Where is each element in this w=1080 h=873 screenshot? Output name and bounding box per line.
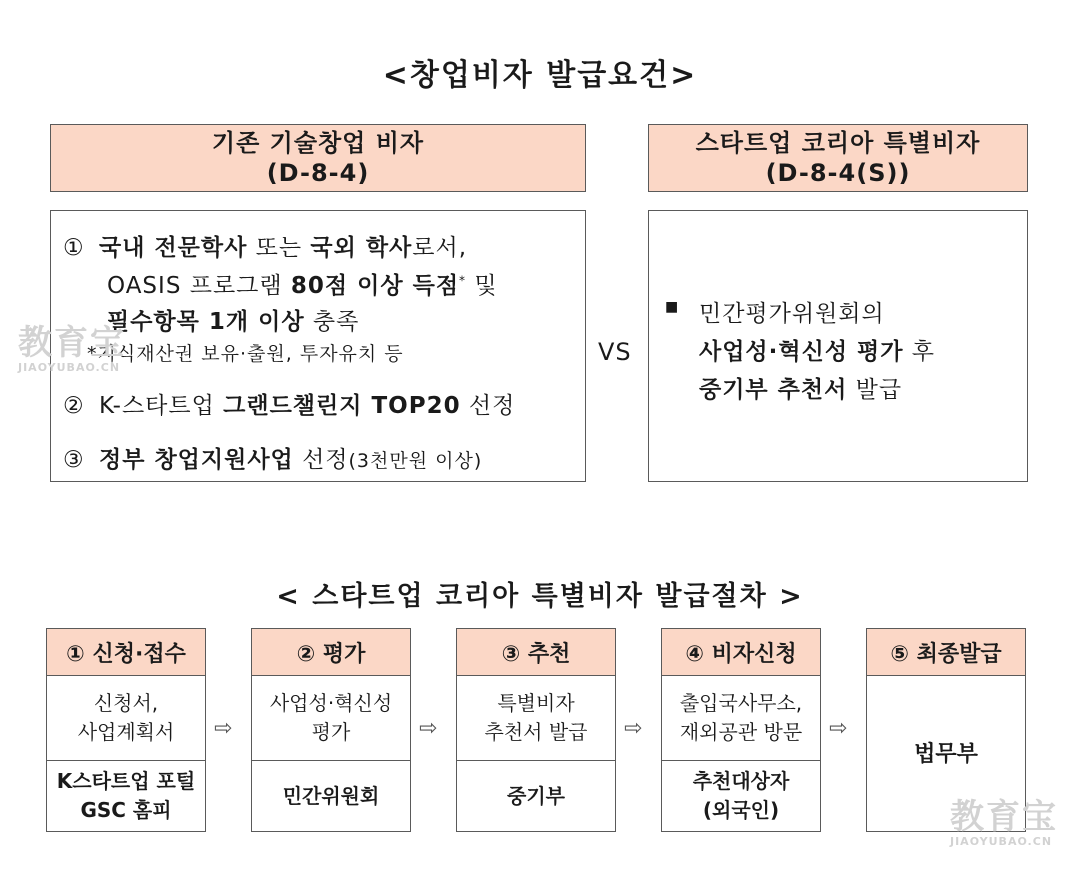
watermark-logo: 教育宝 JIAOYUBAO.CN bbox=[18, 323, 126, 374]
existing-visa-requirements bbox=[50, 210, 586, 482]
watermark-logo: 教育宝 JIAOYUBAO.CN bbox=[950, 797, 1058, 848]
requirement-3: ③ 정부 창업지원사업 선정(3천만원 이상) bbox=[63, 447, 483, 473]
existing-visa-header bbox=[50, 124, 586, 192]
step-3 bbox=[456, 628, 616, 832]
requirement-2: ② K-스타트업 그랜드챌린지 TOP20 선정 bbox=[63, 393, 516, 419]
bullet-icon: ■ bbox=[665, 299, 680, 315]
step-2 bbox=[251, 628, 411, 832]
step-2-desc: 사업성·혁신성 평가 bbox=[252, 676, 410, 761]
special-req-line1: 민간평가위원회의 bbox=[699, 301, 885, 327]
step-3-agent: 중기부 bbox=[507, 783, 565, 808]
vs-label: VS bbox=[598, 338, 632, 366]
page-title: <창업비자 발급요건> bbox=[382, 58, 698, 93]
existing-visa-name: 기존 기술창업 비자 bbox=[211, 129, 425, 157]
step-1 bbox=[46, 628, 206, 832]
step-5-agent: 법무부 bbox=[914, 741, 978, 767]
step-2-header: ② 평가 bbox=[252, 629, 410, 676]
special-req-line2: 사업성·혁신성 평가 후 bbox=[699, 339, 936, 365]
arrow-icon: ⇨ bbox=[419, 716, 438, 741]
step-1-header: ① 신청·접수 bbox=[47, 629, 205, 676]
step-2-agent: 민간위원회 bbox=[282, 783, 380, 808]
step-1-desc: 신청서, 사업계획서 bbox=[47, 676, 205, 761]
special-visa-requirements bbox=[648, 210, 1028, 482]
step-4-header: ④ 비자신청 bbox=[662, 629, 820, 676]
step-4 bbox=[661, 628, 821, 832]
step-3-desc: 특별비자 추천서 발급 bbox=[457, 676, 615, 761]
arrow-icon: ⇨ bbox=[214, 716, 233, 741]
special-visa-header bbox=[648, 124, 1028, 192]
step-3-header: ③ 추천 bbox=[457, 629, 615, 676]
arrow-icon: ⇨ bbox=[829, 716, 848, 741]
requirement-1: ① 국내 전문학사 또는 국외 학사로서, bbox=[63, 235, 468, 261]
special-visa-name: 스타트업 코리아 특별비자 bbox=[695, 129, 981, 157]
step-5-header: ⑤ 최종발급 bbox=[867, 629, 1025, 676]
arrow-icon: ⇨ bbox=[624, 716, 643, 741]
existing-visa-code: (D-8-4) bbox=[266, 159, 370, 187]
step-4-desc: 출입국사무소, 재외공관 방문 bbox=[662, 676, 820, 761]
special-visa-code: (D-8-4(S)) bbox=[765, 159, 911, 187]
special-req-line3: 중기부 추천서 발급 bbox=[699, 377, 903, 403]
step-1-agent: K스타트업 포털 GSC 홈피 bbox=[56, 769, 196, 822]
requirement-1-line3: 필수항목 1개 이상 충족 bbox=[107, 309, 360, 335]
step-4-agent: 추천대상자 (외국인) bbox=[692, 769, 790, 822]
requirement-1-line2: OASIS 프로그램 80점 이상 득점* 및 bbox=[107, 273, 498, 299]
procedure-title: < 스타트업 코리아 특별비자 발급절차 > bbox=[276, 581, 804, 612]
requirement-1-note: *지식재산권 보유·출원, 투자유치 등 bbox=[87, 343, 404, 365]
